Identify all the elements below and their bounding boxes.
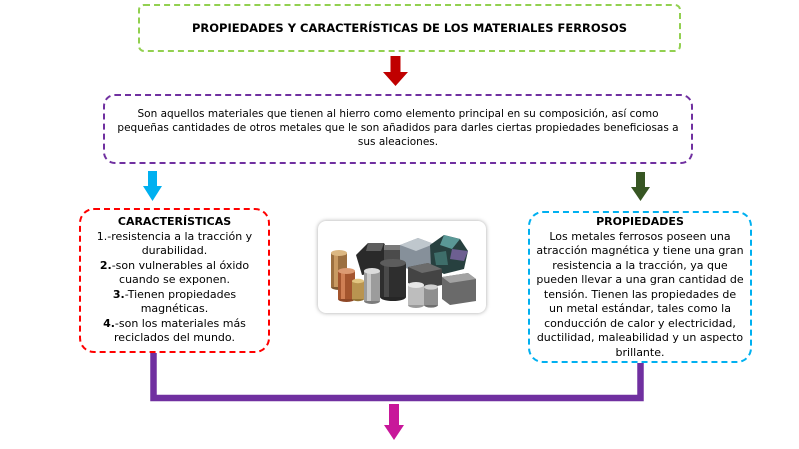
item-text: -Tienen propiedades magnéticas. xyxy=(124,287,237,315)
bronze-cylinder-top xyxy=(331,250,347,256)
nickel-cylinder xyxy=(424,287,438,305)
gold-cylinder-top xyxy=(352,279,364,283)
item-number: 4. xyxy=(103,316,115,330)
page-title: PROPIEDADES Y CARACTERÍSTICAS DE LOS MATERIALES FERROSOS xyxy=(191,21,628,35)
bismuth-facet-green xyxy=(434,251,448,265)
arrow-shape xyxy=(384,404,404,440)
caracteristica-item xyxy=(81,317,268,346)
steel-cylinder xyxy=(380,263,406,297)
caracteristica-item xyxy=(81,259,268,288)
arrow-shape xyxy=(631,172,650,201)
propiedades-box xyxy=(528,211,752,363)
arrow-shape xyxy=(143,171,162,201)
propiedades-text: Los metales ferrosos poseen una atracción magnética y tiene una gran resistencia a la tracción, ya que pueden llevar a una gran cantidad de tensión. Tienen las propiedades de un metal estándar, tales como la conducción de calor y electricidad, ductilidad, maleabilidad y un aspecto brillante. xyxy=(536,229,744,359)
item-text: -son los materiales más reciclados del mundo. xyxy=(114,316,246,344)
gold-cylinder xyxy=(352,281,364,299)
silver-cylinder xyxy=(364,271,380,301)
metals-illustration xyxy=(318,221,486,313)
arrow-shape xyxy=(383,56,408,86)
iron-chunk-highlight xyxy=(366,243,384,251)
copper-cylinder-shine xyxy=(341,271,345,299)
nickel-cylinder-top xyxy=(424,284,438,289)
caracteristicas-heading: CARACTERÍSTICAS xyxy=(117,215,232,228)
arrow-to-propiedades-icon xyxy=(631,172,650,201)
steel-cylinder-top xyxy=(380,259,406,267)
silver-cylinder-shine xyxy=(367,271,371,301)
aluminum-cylinder-top xyxy=(408,282,424,288)
bronze-cylinder-shine xyxy=(334,253,338,287)
item-number: 2. xyxy=(99,258,112,272)
arrow-to-caracteristicas-icon xyxy=(143,171,162,201)
silver-cylinder-top xyxy=(364,268,380,274)
steel-cylinder-shine xyxy=(384,263,389,297)
item-text: -resistencia a la tracción y durabilidad. xyxy=(107,229,253,257)
item-number: 3. xyxy=(112,287,125,301)
caracteristica-item xyxy=(81,288,268,317)
bottom-arrow-icon xyxy=(384,404,404,440)
definition-box xyxy=(103,94,693,164)
definition-text: Son aquellos materiales que tienen al hierro como elemento principal en su composición, así como pequeñas cantidades de otros metales que le son añadidos para darles ciertas propiedades beneficiosas a sus aleaciones. xyxy=(117,108,679,148)
item-number: 1. xyxy=(96,229,108,243)
propiedades-heading: PROPIEDADES xyxy=(596,215,684,228)
title-box xyxy=(138,4,681,52)
ferrous-metals-image xyxy=(318,221,486,313)
item-text: -son vulnerables al óxido cuando se exponen. xyxy=(111,258,250,286)
caracteristica-item xyxy=(81,230,268,259)
caracteristicas-box xyxy=(79,208,270,353)
arrow-to-definition-icon xyxy=(383,56,408,86)
copper-cylinder-top xyxy=(338,268,355,274)
